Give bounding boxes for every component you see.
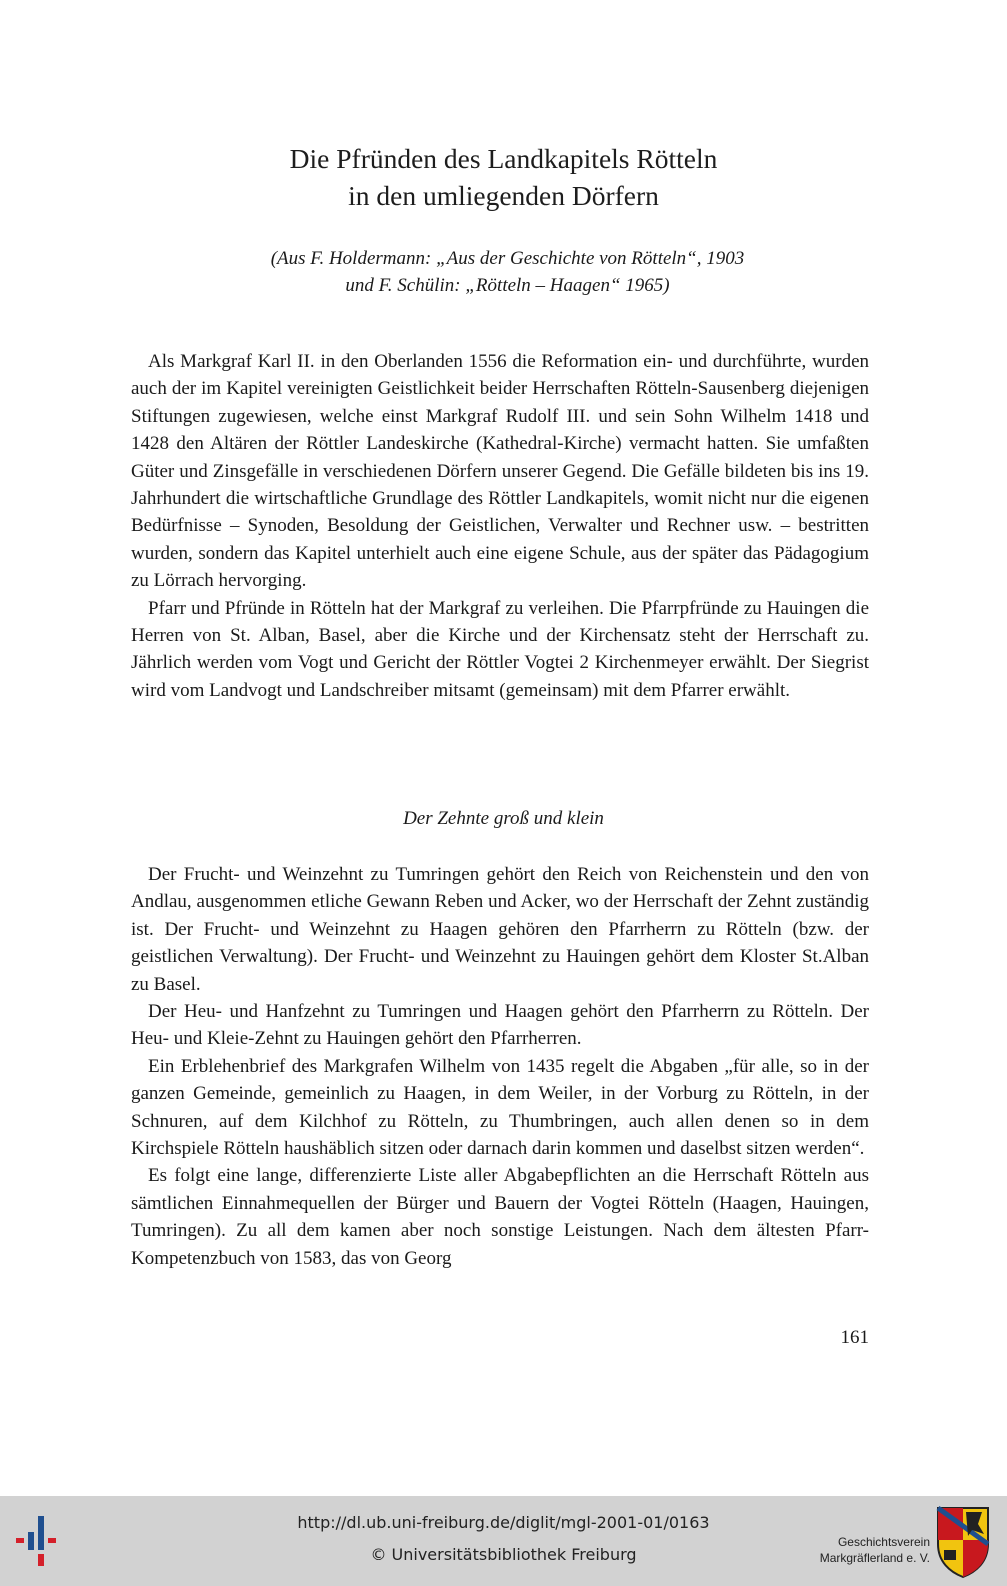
source-line-2: und F. Schülin: „Rötteln – Haagen“ 1965) — [345, 275, 670, 296]
source-line-1: (Aus F. Holdermann: „Aus der Geschichte von Rötteln“, 1903 — [270, 248, 745, 269]
title-line-2: in den umliegenden Dörfern — [348, 180, 659, 211]
footer-url[interactable]: http://dl.ub.uni-freiburg.de/diglit/mgl-2001-01/0163 — [297, 1513, 710, 1532]
title-line-1: Die Pfründen des Landkapitels Rötteln — [289, 143, 718, 174]
paragraph: Als Markgraf Karl II. in den Oberlanden 1556 die Reformation ein- und durchführte, wurden auch der im Kapitel vereinigten Geistlichkeit beider Herrschaften Rötteln-Sausenberg diejenigen Stiftungen zugewiesen, welche einst Markgraf Rudolf III. und sein Sohn Wilhelm 1418 und 1428 den Altären der Röttler Landeskirche (Kathedral-Kirche) vermacht hatten. Sie umfaßten Güter und Zinsgefälle in verschiedenen Dörfern unserer Gegend. Die Gefälle bildeten bis ins 19. Jahrhundert die wirtschaftliche Grundlage des Röttler Landkapitels, womit nicht nur die eigenen Bedürfnisse – Synoden, Besoldung der Geistlichen, Verwalter und Rechner usw. – bestritten wurden, sondern das Kapitel unterhielt auch eine eigene Schule, aus der später das Pädagogium zu Lörrach hervorging. — [131, 351, 869, 592]
body-section-2 — [131, 861, 869, 1272]
society-line-1: Geschichtsverein — [837, 1535, 930, 1549]
paragraph: Der Frucht- und Weinzehnt zu Tumringen gehört den Reich von Reichenstein und den von Andlau, ausgenommen etliche Gewann Reben und Acker, wo der Herrschaft der Zehnt zuständig ist. Der Frucht- und Weinzehnt zu Haagen gehören den Pfarrherrn zu Rötteln (bzw. der geistlichen Verwaltung). Der Frucht- und Weinzehnt zu Hauingen gehört dem Kloster St.Alban zu Basel. — [131, 864, 869, 995]
body-section-1 — [131, 348, 869, 704]
footer-bar — [0, 1496, 1007, 1586]
section-heading: Der Zehnte groß und klein — [403, 808, 604, 829]
paragraph: Pfarr und Pfründe in Rötteln hat der Markgraf zu verleihen. Die Pfarrpfründe zu Hauingen die Herren von St. Alban, Basel, aber die Kirche und der Kirchensatz steht der Herrschaft zu. Jährlich werden vom Vogt und Gericht der Röttler Vogtei 2 Kirchenmeyer erwählt. Der Siegrist wird vom Landvogt und Landschreiber mitsamt (gemeinsam) mit dem Pfarrer erwählt. — [131, 597, 869, 701]
society-name — [800, 1534, 930, 1566]
society-line-2: Markgräflerland e. V. — [819, 1551, 930, 1565]
page-number: 161 — [840, 1327, 869, 1348]
paragraph: Ein Erblehenbrief des Markgrafen Wilhelm von 1435 regelt die Abgaben „für alle, so in der ganzen Gemeinde, gemeinlich zu Haagen, in dem Weiler, in der Vorburg zu Rötteln, in der Schnuren, auf dem Kilchhof zu Rötteln, zu Thumbringen, auch allen denen so in dem Kirchspiele Rötteln haushäblich sitzen oder darnach darin kommen und daselbst sitzen werden“. — [131, 1055, 869, 1160]
source-citation — [0, 245, 1007, 299]
paragraph: Der Heu- und Hanfzehnt zu Tumringen und Haagen gehört den Pfarrherrn zu Rötteln. Der Heu- und Kleie-Zehnt zu Hauingen gehört den Pfarrherren. — [131, 1001, 869, 1050]
article-title — [0, 140, 1007, 214]
footer-copyright: © Universitätsbibliothek Freiburg — [370, 1545, 637, 1564]
paragraph: Es folgt eine lange, differenzierte Liste aller Abgabepflichten an die Herrschaft Rötteln aus sämtlichen Einnahmequellen der Bürger und Bauern der Vogtei Rötteln (Haagen, Hauingen, Tumringen). Zu all dem kamen aber noch sonstige Leistungen. Nach dem ältesten Pfarr-Kompetenzbuch von 1583, das von Georg — [131, 1165, 869, 1269]
coat-of-arms-icon — [934, 1504, 992, 1580]
